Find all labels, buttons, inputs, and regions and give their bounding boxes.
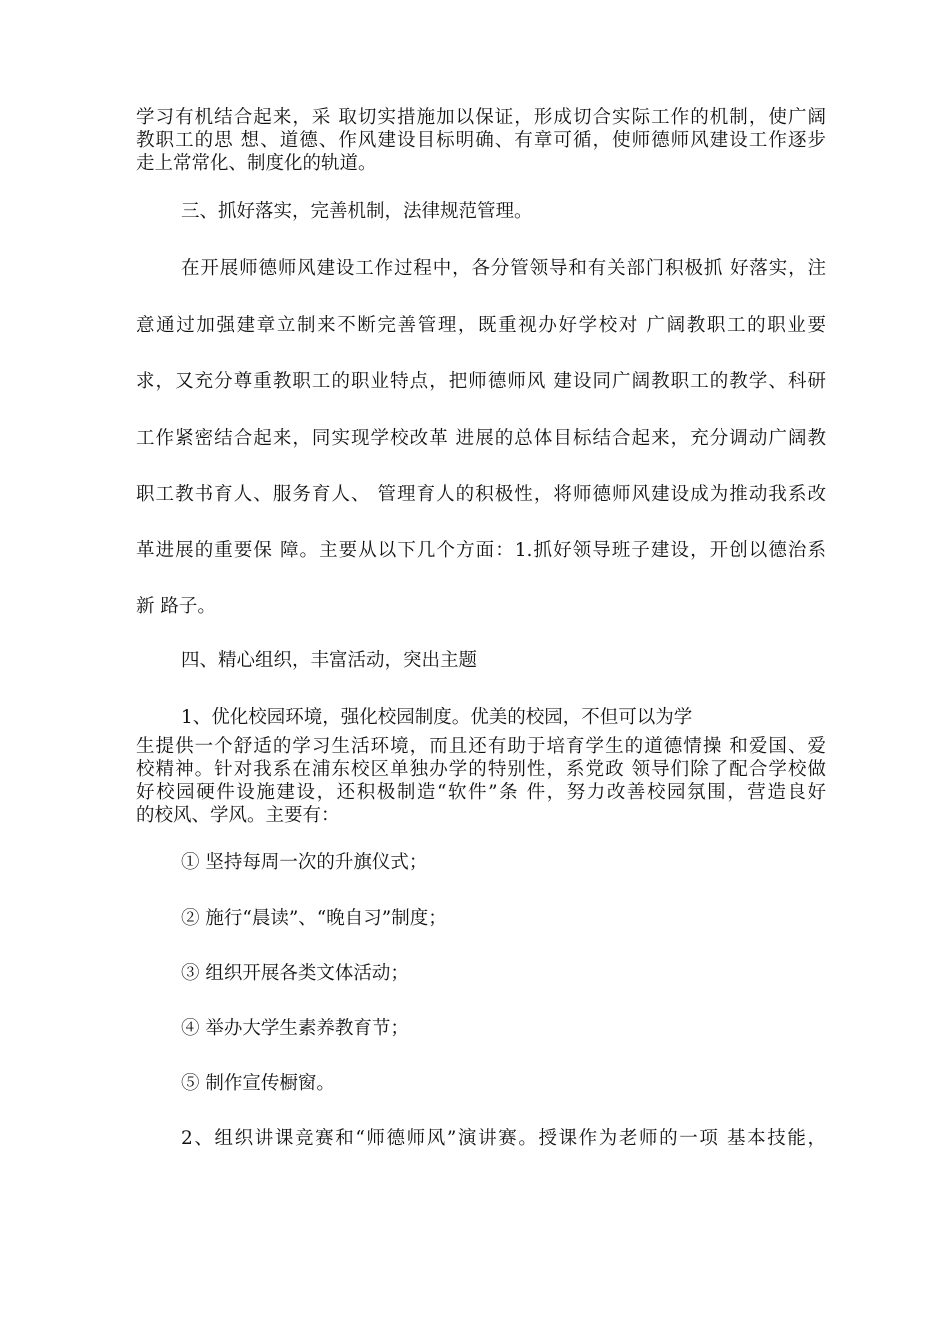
paragraph-line: 教职工的思 想、道德、作风建设目标明确、有章可循，使师德师风建设工作逐步 xyxy=(136,130,826,151)
paragraph-line: 新 路子。 xyxy=(136,596,216,617)
paragraph-line: 革进展的重要保 障。主要从以下几个方面：1.抓好领导班子建设，开创以德治系 xyxy=(136,540,826,561)
paragraph-line: 2、组织讲课竞赛和“师德师风”演讲赛。授课作为老师的一项 基本技能， xyxy=(181,1128,826,1149)
list-item: ① 坚持每周一次的升旗仪式； xyxy=(181,852,428,873)
paragraph-line: 工作紧密结合起来，同实现学校改革 进展的总体目标结合起来，充分调动广阔教 xyxy=(136,428,826,449)
paragraph-line: 好校园硬件设施建设，还积极制造“软件”条 件，努力改善校园氛围，营造良好 xyxy=(136,782,826,803)
section-heading-3: 三、抓好落实，完善机制，法律规范管理。 xyxy=(181,201,533,222)
list-item: ③ 组织开展各类文体活动； xyxy=(181,963,409,984)
list-item: ⑤ 制作宣传橱窗。 xyxy=(181,1073,335,1094)
paragraph-line: 的校风、学风。主要有： xyxy=(136,805,340,826)
paragraph-line: 求，又充分尊重教职工的职业特点，把师德师风 建设同广阔教职工的教学、科研 xyxy=(136,371,826,392)
paragraph-line: 生提供一个舒适的学习生活环境，而且还有助于培育学生的道德情操 和爱国、爱 xyxy=(136,736,826,757)
paragraph-line: 走上常常化、制度化的轨道。 xyxy=(136,153,377,174)
section-heading-4: 四、精心组织，丰富活动，突出主题 xyxy=(181,650,478,671)
list-item: ② 施行“晨读”、“晚自习”制度； xyxy=(181,908,447,929)
paragraph-line: 校精神。针对我系在浦东校区单独办学的特别性，系党政 领导们除了配合学校做 xyxy=(136,759,826,780)
paragraph-line: 在开展师德师风建设工作过程中，各分管领导和有关部门积极抓 好落实，注 xyxy=(181,258,826,279)
paragraph-line: 学习有机结合起来，采 取切实措施加以保证，形成切合实际工作的机制，使广阔 xyxy=(136,107,826,128)
list-item: ④ 举办大学生素养教育节； xyxy=(181,1018,409,1039)
paragraph-line: 意通过加强建章立制来不断完善管理，既重视办好学校对 广阔教职工的职业要 xyxy=(136,315,826,336)
paragraph-line: 1、优化校园环境，强化校园制度。优美的校园，不但可以为学 xyxy=(181,707,693,728)
paragraph-line: 职工教书育人、服务育人、 管理育人的积极性，将师德师风建设成为推动我系改 xyxy=(136,484,826,505)
